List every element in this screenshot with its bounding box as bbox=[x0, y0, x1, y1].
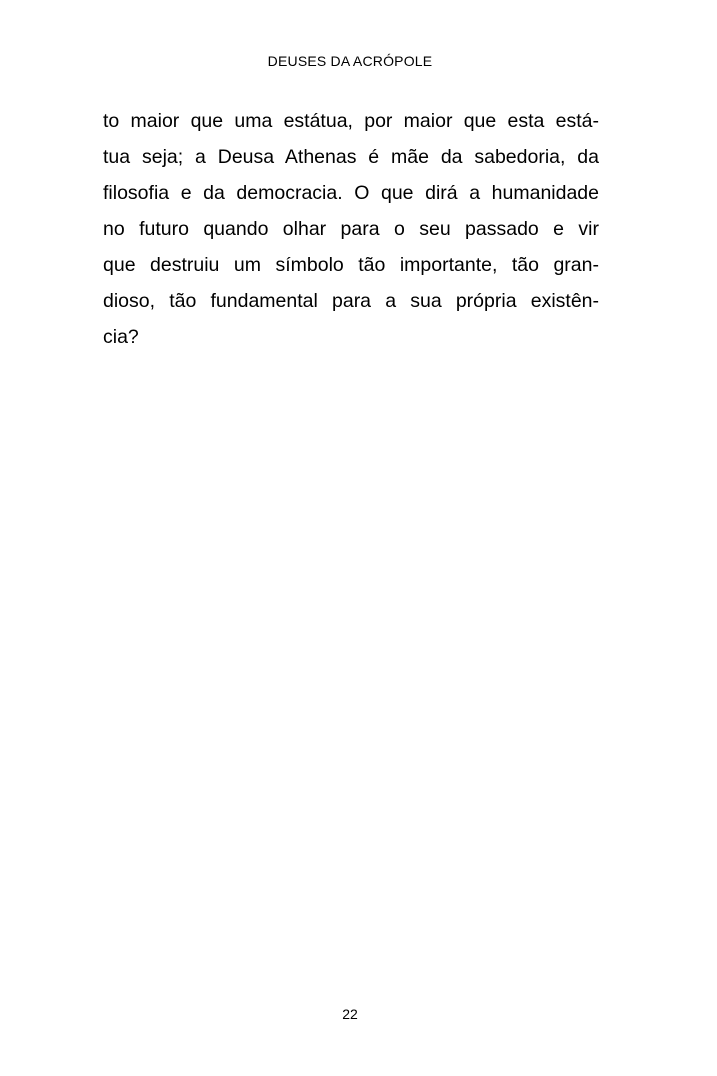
text-line: to maior que uma estátua, por maior que esta está- bbox=[103, 110, 599, 132]
text-line: dioso, tão fundamental para a sua própria existên- bbox=[103, 290, 599, 312]
text-line: que destruiu um símbolo tão importante, tão gran- bbox=[103, 254, 599, 276]
text-line: no futuro quando olhar para o seu passado e vir bbox=[103, 218, 599, 240]
page-number: 22 bbox=[342, 1006, 358, 1022]
running-header: DEUSES DA ACRÓPOLE bbox=[267, 53, 433, 69]
text-line: filosofia e da democracia. O que dirá a humanidade bbox=[103, 182, 599, 204]
text-line: cia? bbox=[103, 326, 139, 348]
text-line: tua seja; a Deusa Athenas é mãe da sabedoria, da bbox=[103, 146, 599, 168]
body-paragraph bbox=[103, 103, 599, 355]
